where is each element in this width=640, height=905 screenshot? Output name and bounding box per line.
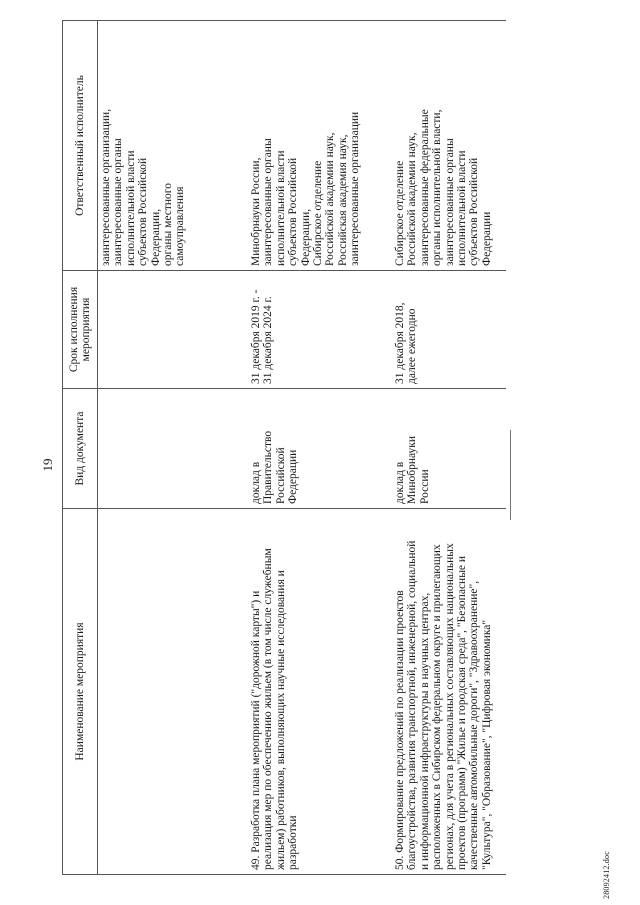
cell-line: заинтересованные органы: [262, 138, 275, 266]
cell-line: Российской академии наук,: [406, 132, 419, 266]
cell-line: заинтересованные организации: [349, 111, 362, 266]
cell-line: Российской: [274, 447, 287, 504]
header-doc-type: Вид документа: [63, 389, 98, 509]
cell-line: исполнительной власти: [124, 150, 137, 266]
cell-line: Минобрнауки России,: [250, 157, 262, 266]
cell-line: исполнительной власти: [456, 150, 469, 266]
cell-line: разработки: [287, 815, 300, 870]
cell-line: исполнительной власти: [274, 150, 287, 266]
cell-line: далее ежегодно: [406, 308, 419, 384]
cell-line: расположенных в Сибирском федеральном округе и прилегающих: [431, 544, 444, 870]
cell-line: самоуправления: [174, 186, 187, 266]
table-row: [248, 21, 392, 875]
cell-line: органы местного: [162, 183, 175, 266]
cell-line: Федерации,: [149, 208, 162, 266]
cell-line: Федерации: [287, 449, 300, 504]
cell-name: [98, 509, 249, 875]
document-reference: 28092412.doc: [602, 851, 611, 899]
cell-deadline: [248, 271, 392, 389]
cell-doc-type: [248, 389, 392, 509]
cell-line: 31 декабря 2018,: [394, 302, 406, 384]
header-executor: Ответственный исполнитель: [63, 21, 98, 271]
cell-name: [392, 509, 506, 875]
cell-line: качественные автомобильные дороги", "Здравоохранение",: [468, 580, 481, 870]
cell-line: 49. Разработка плана мероприятий ("дорожной карты") и: [250, 590, 262, 870]
cell-line: заинтересованные органы: [112, 138, 125, 266]
cell-line: доклад в: [250, 461, 262, 504]
cell-deadline: [98, 271, 249, 389]
cell-doc-type: [98, 389, 249, 509]
cell-line: 31 декабря 2019 г. -: [250, 289, 262, 384]
header-deadline: Срок исполнения мероприятия: [63, 271, 98, 389]
cell-line: субъектов Российской: [468, 157, 481, 266]
cell-line: Сибирское отделение: [312, 160, 325, 266]
cell-executor: [98, 21, 249, 271]
cell-deadline: [392, 271, 506, 389]
table-row: [98, 21, 249, 875]
cell-line: регионах, для учета в региональных составляющих национальных: [443, 543, 456, 870]
separator-line: [510, 430, 511, 520]
cell-line: субъектов Российской: [287, 157, 300, 266]
cell-line: заинтересованные организации,: [100, 108, 112, 266]
cell-line: Российской академии наук,: [324, 132, 337, 266]
cell-line: заинтересованные органы: [443, 138, 456, 266]
cell-line: субъектов Российской: [137, 157, 150, 266]
cell-line: проектов (программ) "Жилье и городская среда", "Безопасные и: [456, 555, 469, 870]
cell-line: Сибирское отделение: [394, 160, 406, 266]
cell-line: заинтересованные федеральные: [418, 109, 431, 266]
cell-doc-type: [392, 389, 506, 509]
cell-line: России: [418, 469, 431, 504]
page-number: 19: [40, 458, 55, 472]
cell-line: Правительство: [262, 430, 275, 504]
cell-line: благоустройства, развития транспортной, инженерной, социальной: [406, 540, 419, 870]
cell-line: Федерации,: [299, 208, 312, 266]
cell-line: и информационной инфраструктуры в научных центрах,: [418, 592, 431, 870]
cell-line: 31 декабря 2024 г.: [262, 296, 275, 384]
cell-line: Федерации: [480, 211, 493, 266]
header-name: Наименование мероприятия: [63, 509, 98, 875]
cell-executor: [392, 21, 506, 271]
cell-line: Минобрнауки: [406, 435, 419, 504]
table-row: [392, 21, 506, 875]
cell-executor: [248, 21, 392, 271]
cell-line: 50. Формирование предложений по реализации проектов: [394, 590, 406, 870]
cell-line: органы исполнительной власти,: [431, 109, 444, 266]
table-header-row: [63, 21, 98, 875]
cell-name: [248, 509, 392, 875]
cell-line: доклад в: [394, 461, 406, 504]
cell-line: реализация мер по обеспечению жильем (в том числе служебным: [262, 548, 275, 870]
cell-line: Российская академия наук,: [336, 134, 349, 266]
cell-line: жильем) работников, выполняющих научные исследования и: [274, 570, 287, 870]
cell-line: "Культура", "Образование", "Цифровая экономика": [480, 619, 493, 870]
activities-table: [62, 20, 506, 875]
